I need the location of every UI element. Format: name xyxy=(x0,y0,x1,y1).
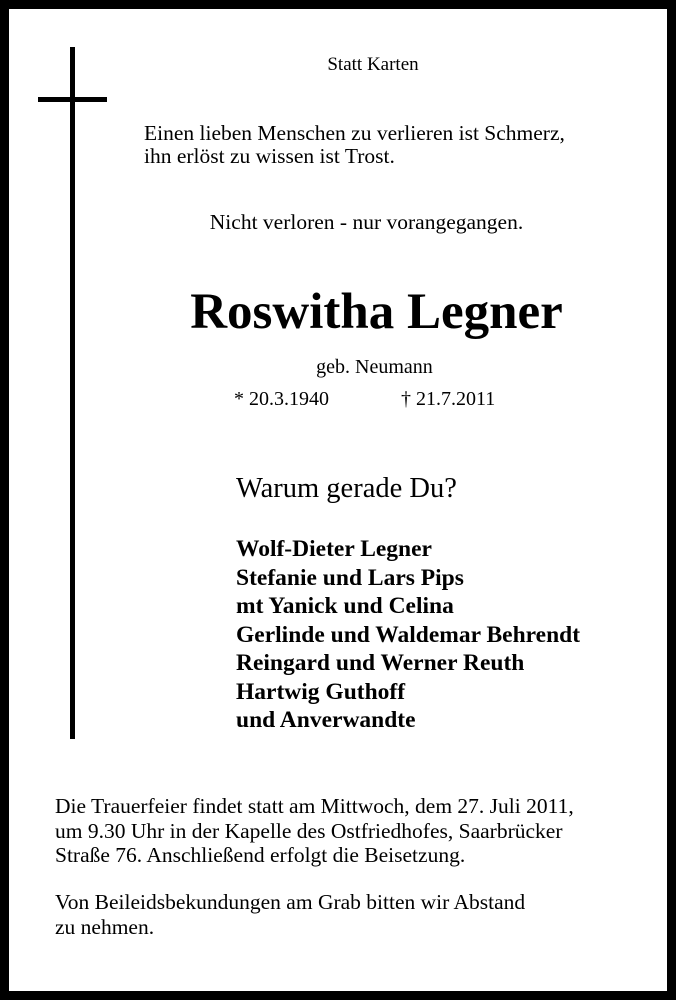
cross-vertical-bar xyxy=(70,47,75,739)
header-statt-karten: Statt Karten xyxy=(327,54,419,75)
mourners-list xyxy=(236,535,580,735)
motto: Nicht verloren - nur vorangegangen. xyxy=(209,210,524,234)
death-date: † 21.7.2011 xyxy=(401,388,496,410)
quote-line: ihn erlöst zu wissen ist Trost. xyxy=(144,144,395,168)
mourner-item: Wolf-Dieter Legner xyxy=(236,536,432,562)
mourner-item: Gerlinde und Waldemar Behrendt xyxy=(236,621,581,648)
mourner-item: Reingard und Werner Reuth xyxy=(236,650,525,676)
mourner-item: und Anverwandte xyxy=(236,707,416,733)
service-line: Die Trauerfeier findet statt am Mittwoch, dem 27. Juli 2011, xyxy=(55,794,574,818)
mourner-item: Hartwig Guthoff xyxy=(236,678,406,705)
condolence-line: zu nehmen. xyxy=(55,914,155,939)
question-line: Warum gerade Du? xyxy=(236,473,457,504)
mourner-item: mt Yanick und Celina xyxy=(236,593,454,619)
quote-line: Einen lieben Menschen zu verlieren ist Schmerz, xyxy=(144,121,565,145)
service-line: Straße 76. Anschließend erfolgt die Beisetzung. xyxy=(55,843,466,867)
service-line: um 9.30 Uhr in der Kapelle des Ostfriedhofes, Saarbrücker xyxy=(55,818,563,843)
condolence-line: Von Beileidsbekundungen am Grab bitten wir Abstand xyxy=(55,890,526,914)
maiden-name: geb. Neumann xyxy=(316,356,433,378)
opening-quote xyxy=(144,122,565,168)
mourner-item: Stefanie und Lars Pips xyxy=(236,564,464,591)
condolence-note xyxy=(55,890,525,939)
funeral-service-info xyxy=(55,794,574,868)
cross-horizontal-bar xyxy=(38,97,107,102)
birth-date: * 20.3.1940 xyxy=(234,388,329,410)
deceased-name: Roswitha Legner xyxy=(190,284,563,340)
